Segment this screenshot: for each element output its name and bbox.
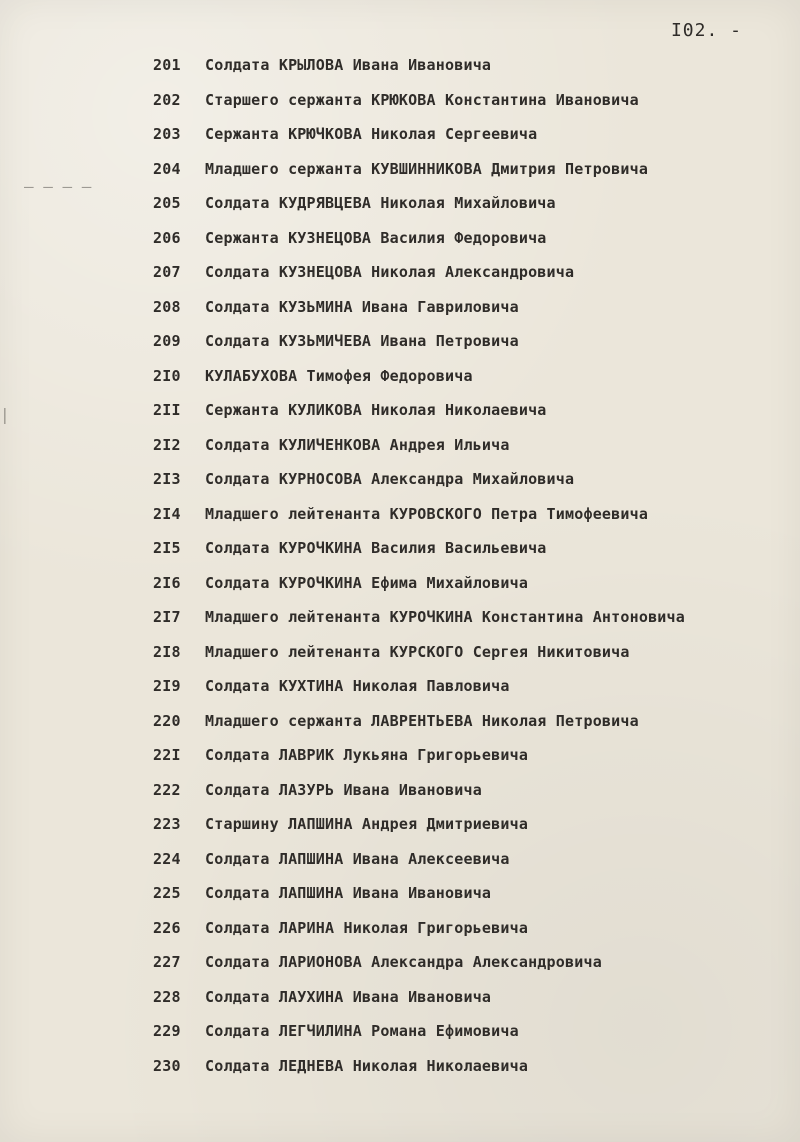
entry-text: Младшего лейтенанта КУРОВСКОГО Петра Тимофеевича [205, 504, 649, 523]
entry-number: 208 [153, 297, 181, 316]
entry-number: 2I7 [153, 608, 181, 626]
entry-text: Солдата ЛАУХИНА Ивана Ивановича [205, 987, 492, 1006]
entry-number: 227 [153, 953, 181, 971]
entry-text: Солдата ЛЕДНЕВА Николая Николаевича [205, 1056, 529, 1075]
entry-number: 220 [153, 711, 181, 730]
entry-text: Солдата КУЛИЧЕНКОВА Андрея Ильича [205, 435, 510, 454]
entry-text: Солдата ЛАВРИК Лукьяна Григорьевича [205, 746, 529, 764]
entry-text: Младшего сержанта ЛАВРЕНТЬЕВА Николая Петровича [205, 711, 639, 730]
entry-text: Младшего сержанта КУВШИННИКОВА Дмитрия Петровича [205, 159, 649, 178]
entry-number: 225 [153, 884, 181, 902]
entry-text: Солдата КРЫЛОВА Ивана Ивановича [205, 56, 492, 74]
entry-text: Солдата ЛАПШИНА Ивана Алексеевича [205, 849, 510, 868]
entry-number: 2I4 [153, 504, 181, 523]
entry-number: 2I5 [153, 539, 181, 557]
entry-text: Солдата КУРОЧКИНА Василия Васильевича [205, 539, 547, 557]
entry-number: 230 [153, 1056, 181, 1075]
left-stray-mark: | [0, 405, 10, 424]
entry-text: Солдата КУДРЯВЦЕВА Николая Михайловича [205, 194, 556, 212]
entry-number: 202 [153, 90, 181, 109]
entry-number: 228 [153, 987, 181, 1006]
entry-text: Солдата ЛЕГЧИЛИНА Романа Ефимовича [205, 1022, 519, 1040]
entry-number: 203 [153, 125, 181, 143]
entry-number: 209 [153, 332, 181, 350]
entry-text: Младшего лейтенанта КУРОЧКИНА Константина Антоновича [205, 608, 685, 626]
entry-number: 2I6 [153, 573, 181, 592]
entry-number: 22I [153, 746, 181, 764]
entry-text: Младшего лейтенанта КУРСКОГО Сергея Никитовича [205, 642, 630, 661]
entry-text: КУЛАБУХОВА Тимофея Федоровича [205, 366, 473, 385]
entry-number: 2I9 [153, 677, 181, 695]
entry-text: Старшину ЛАПШИНА Андрея Дмитриевича [205, 815, 529, 833]
entry-number: 205 [153, 194, 181, 212]
entry-number: 2I8 [153, 642, 181, 661]
entry-text: Солдата ЛАЗУРЬ Ивана Ивановича [205, 780, 482, 799]
entry-number: 2I2 [153, 435, 181, 454]
entry-number: 229 [153, 1022, 181, 1040]
entry-number: 2II [153, 401, 181, 419]
entry-text: Солдата ЛАРИНА Николая Григорьевича [205, 918, 529, 937]
entry-text: Солдата КУРОЧКИНА Ефима Михайловича [205, 573, 529, 592]
left-stray-mark: – – – – [24, 177, 92, 196]
entry-number: 224 [153, 849, 181, 868]
entry-number: 201 [153, 56, 181, 74]
entry-text: Старшего сержанта КРЮКОВА Константина Ивановича [205, 90, 639, 109]
entry-number: 226 [153, 918, 181, 937]
entry-text: Солдата КУЗНЕЦОВА Николая Александровича [205, 263, 575, 281]
entry-text: Сержанта КРЮЧКОВА Николая Сергеевича [205, 125, 538, 143]
entry-text: Солдата КУЗЬМИЧЕВА Ивана Петровича [205, 332, 519, 350]
entry-number: 2I3 [153, 470, 181, 488]
page-number: I02. - [670, 20, 742, 41]
entry-number: 2I0 [153, 366, 181, 385]
entry-text: Солдата КУЗЬМИНА Ивана Гавриловича [205, 297, 519, 316]
entry-text: Солдата КУРНОСОВА Александра Михайловича [205, 470, 575, 488]
entry-text: Сержанта КУЗНЕЦОВА Василия Федоровича [205, 228, 547, 247]
entry-number: 207 [153, 263, 181, 281]
entry-text: Солдата КУХТИНА Николая Павловича [205, 677, 510, 695]
entry-text: Сержанта КУЛИКОВА Николая Николаевича [205, 401, 547, 419]
entry-number: 222 [153, 780, 181, 799]
entry-number: 223 [153, 815, 181, 833]
entry-number: 206 [153, 228, 181, 247]
entry-number: 204 [153, 159, 181, 178]
entry-text: Солдата ЛАРИОНОВА Александра Александровича [205, 953, 602, 971]
entry-text: Солдата ЛАПШИНА Ивана Ивановича [205, 884, 492, 902]
